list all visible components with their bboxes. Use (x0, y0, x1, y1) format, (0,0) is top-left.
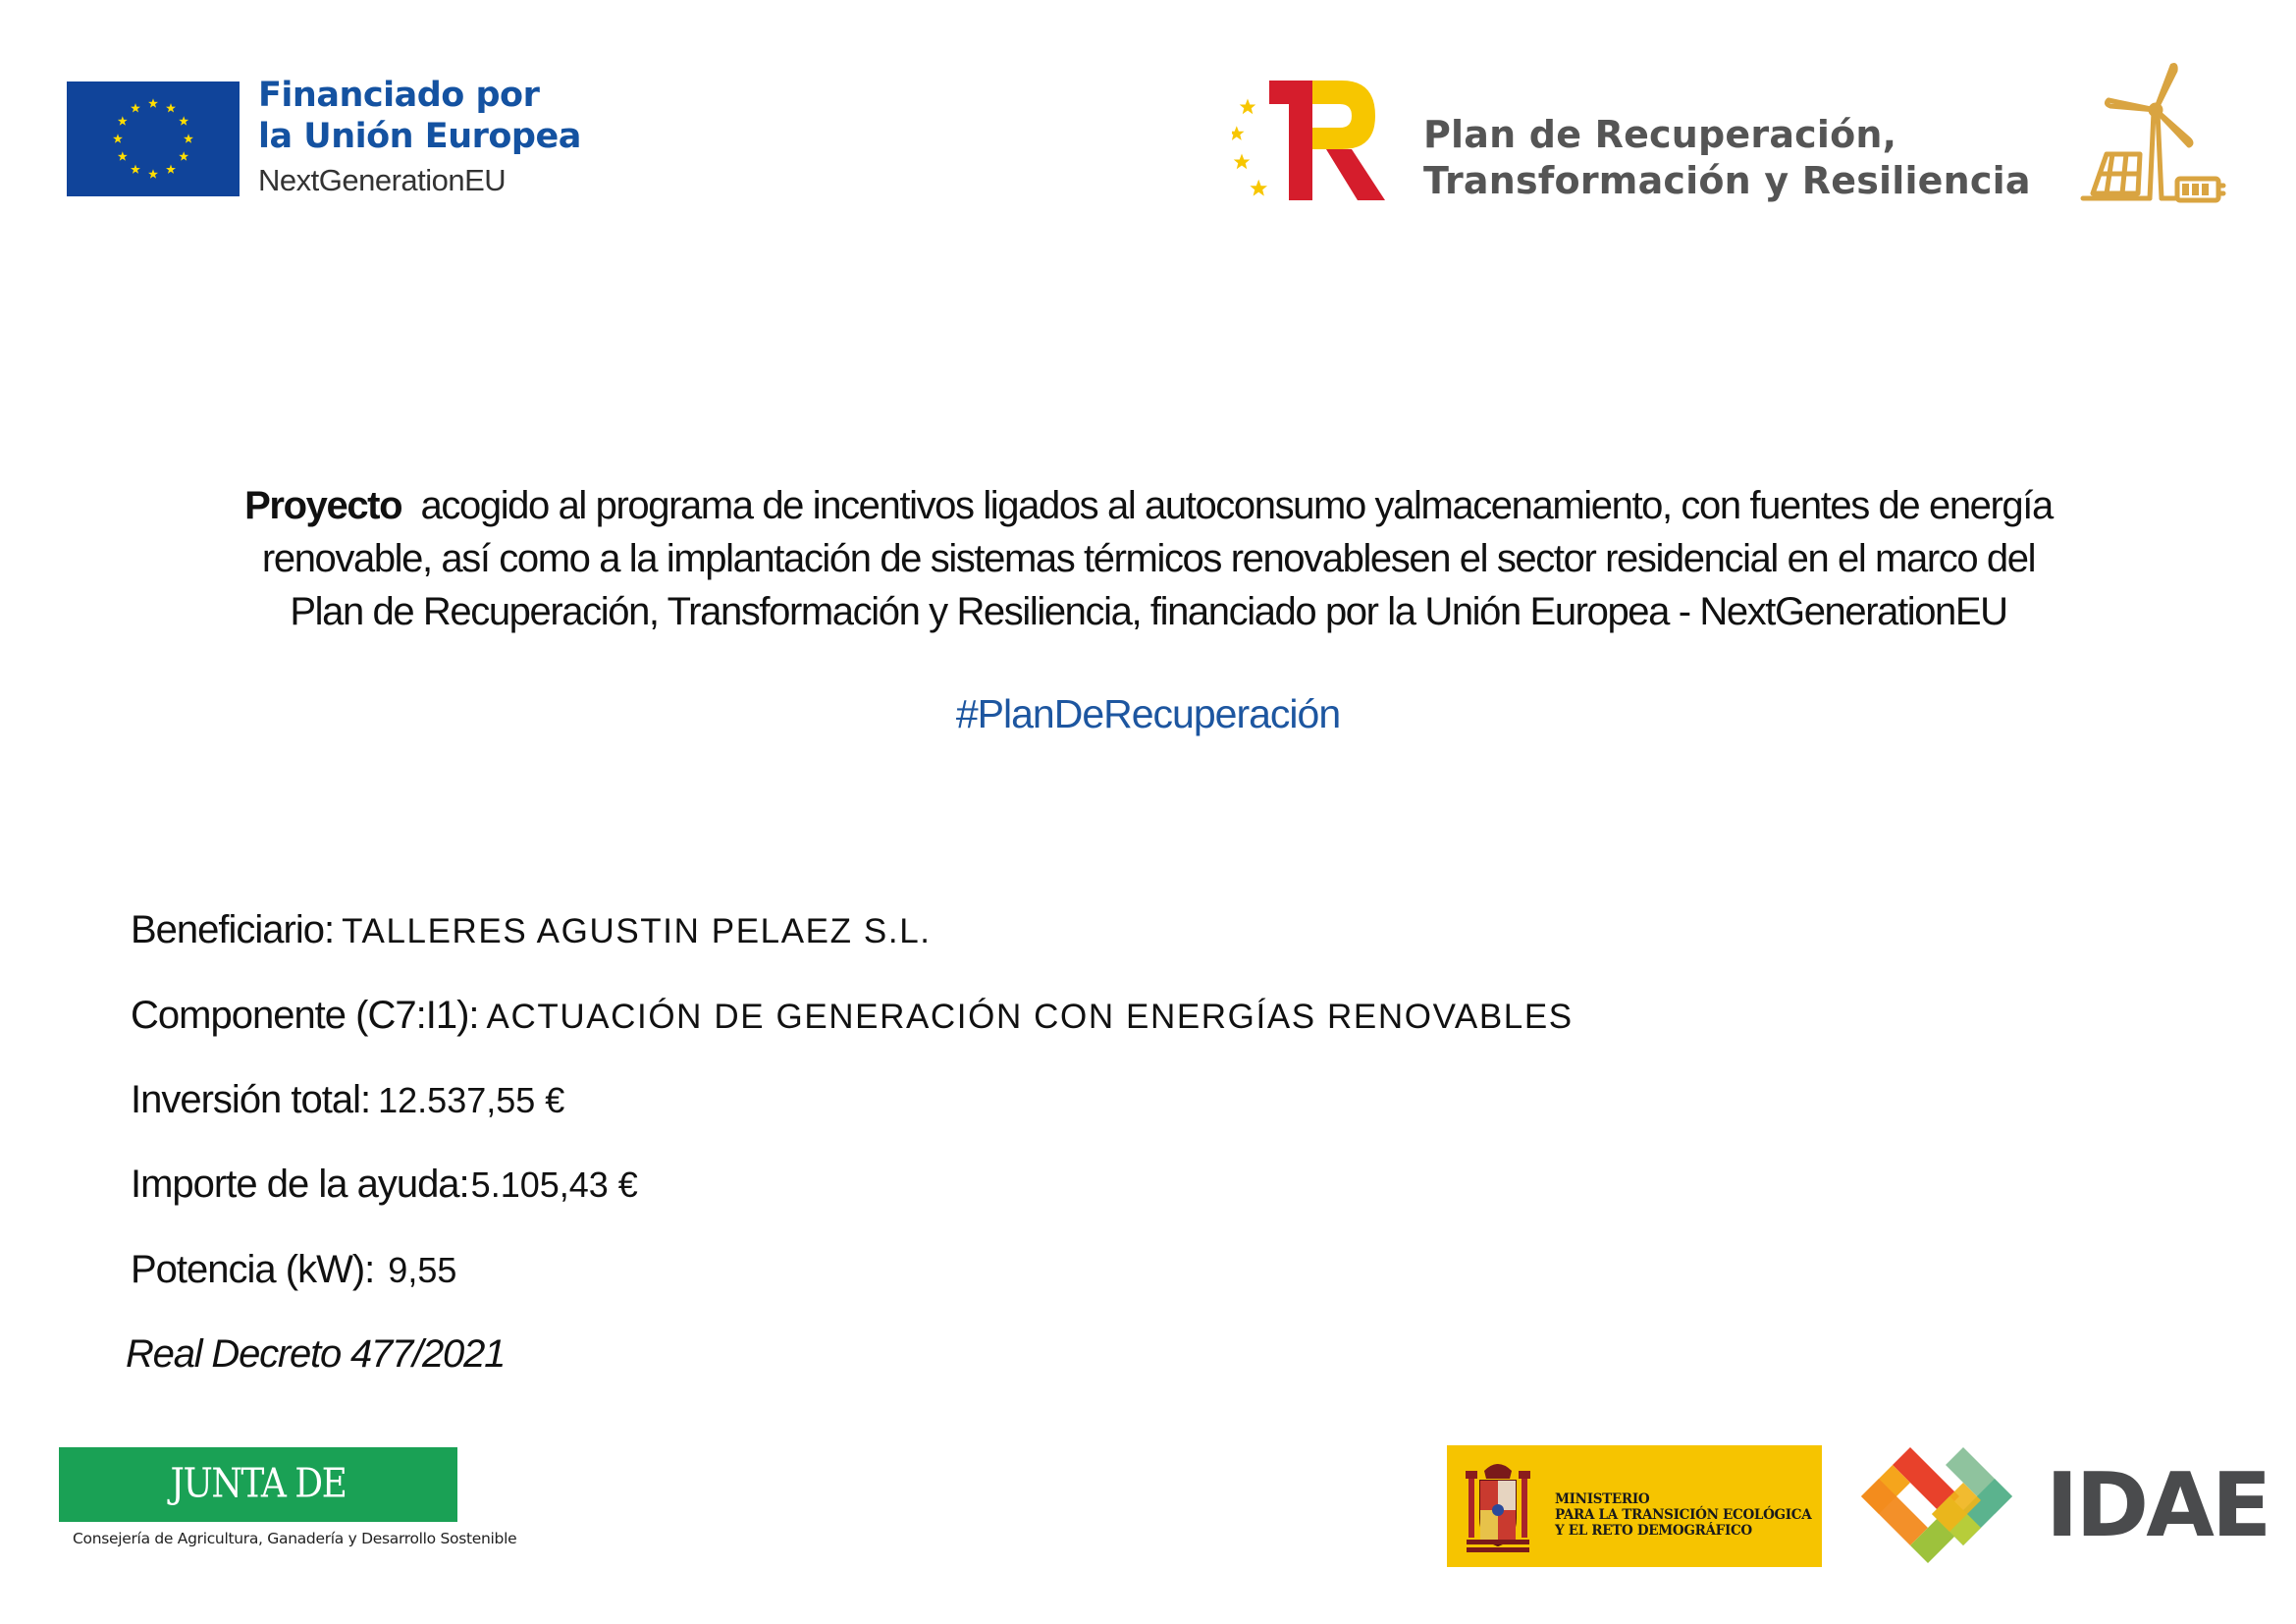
idae-logo-mark (1857, 1443, 2036, 1569)
ministerio-text (1555, 1491, 1811, 1539)
hashtag: #PlanDeRecuperación (955, 691, 1341, 736)
idae-wordmark: IDAE (2046, 1454, 2269, 1557)
real-decreto: Real Decreto 477/2021 (126, 1332, 506, 1376)
inversion-value: 12.537,55 € (378, 1080, 565, 1120)
prtr-line1: Plan de Recuperación, (1423, 113, 1897, 156)
renewable-energy-icon (2079, 61, 2226, 213)
eu-star (148, 169, 158, 178)
eu-star (179, 116, 188, 125)
importe-label: Importe de la ayuda: (131, 1163, 469, 1206)
junta-title: JUNTA DE EXTREMADURA (117, 1460, 400, 1594)
componente-label: Componente (C7:I1): (131, 994, 479, 1037)
field-beneficiario (131, 908, 932, 952)
beneficiario-label: Beneficiario: (131, 908, 335, 951)
eu-star (166, 103, 176, 112)
eu-star (118, 116, 128, 125)
field-componente (131, 994, 1574, 1038)
eu-funding-text (258, 75, 581, 200)
beneficiario-value: TALLERES AGUSTIN PELAEZ S.L. (342, 912, 932, 950)
eu-star (166, 164, 176, 173)
project-description (98, 479, 2199, 638)
importe-value: 5.105,43 € (470, 1164, 638, 1205)
prtr-plan-text (1423, 112, 2031, 204)
junta-subtitle: Consejería de Agricultura, Ganadería y Desarrollo Sostenible (73, 1530, 517, 1547)
potencia-value: 9,55 (388, 1250, 457, 1290)
field-potencia (131, 1248, 456, 1292)
prtr-line2: Transformación y Resiliencia (1423, 159, 2031, 202)
eu-star (113, 134, 123, 142)
eu-star (131, 164, 140, 173)
field-inversion (131, 1078, 564, 1122)
potencia-label: Potencia (kW): (131, 1248, 375, 1291)
eu-star (179, 151, 188, 160)
field-importe (131, 1163, 638, 1207)
intro-line-2: renovable, así como a la implantación de sistemas térmicos renovablesen el sector residencial en el marco del (261, 537, 2036, 580)
eu-star (118, 151, 128, 160)
eu-line-financiado: Financiado por (258, 76, 540, 115)
componente-value: ACTUACIÓN DE GENERACIÓN CON ENERGÍAS RENOVABLES (486, 998, 1574, 1036)
ministerio-line1: MINISTERIO (1555, 1491, 1650, 1507)
eu-line-union: la Unión Europea (258, 117, 581, 156)
prtr-logo-mark (1232, 77, 1389, 204)
eu-star (184, 134, 193, 142)
intro-lead: Proyecto (244, 484, 402, 527)
eu-star (148, 98, 158, 107)
intro-line-3: Plan de Recuperación, Transformación y Resiliencia, financiado por la Unión Europea - NextGenerationEU (290, 590, 2007, 633)
inversion-label: Inversión total: (131, 1078, 371, 1121)
intro-line-1-rest: acogido al programa de incentivos ligados al autoconsumo yalmacenamiento, con fuentes de energía (401, 484, 2053, 527)
intro-line-1 (98, 479, 2199, 532)
eu-star (131, 103, 140, 112)
ministerio-line3: Y EL RETO DEMOGRÁFICO (1555, 1523, 1752, 1539)
eu-line-nextgen: NextGenerationEU (258, 163, 507, 197)
eu-flag-logo (67, 81, 240, 196)
eu-stars-icon (67, 81, 240, 196)
spain-coat-of-arms-icon (1463, 1457, 1533, 1557)
ministerio-line2: PARA LA TRANSICIÓN ECOLÓGICA (1555, 1507, 1812, 1523)
